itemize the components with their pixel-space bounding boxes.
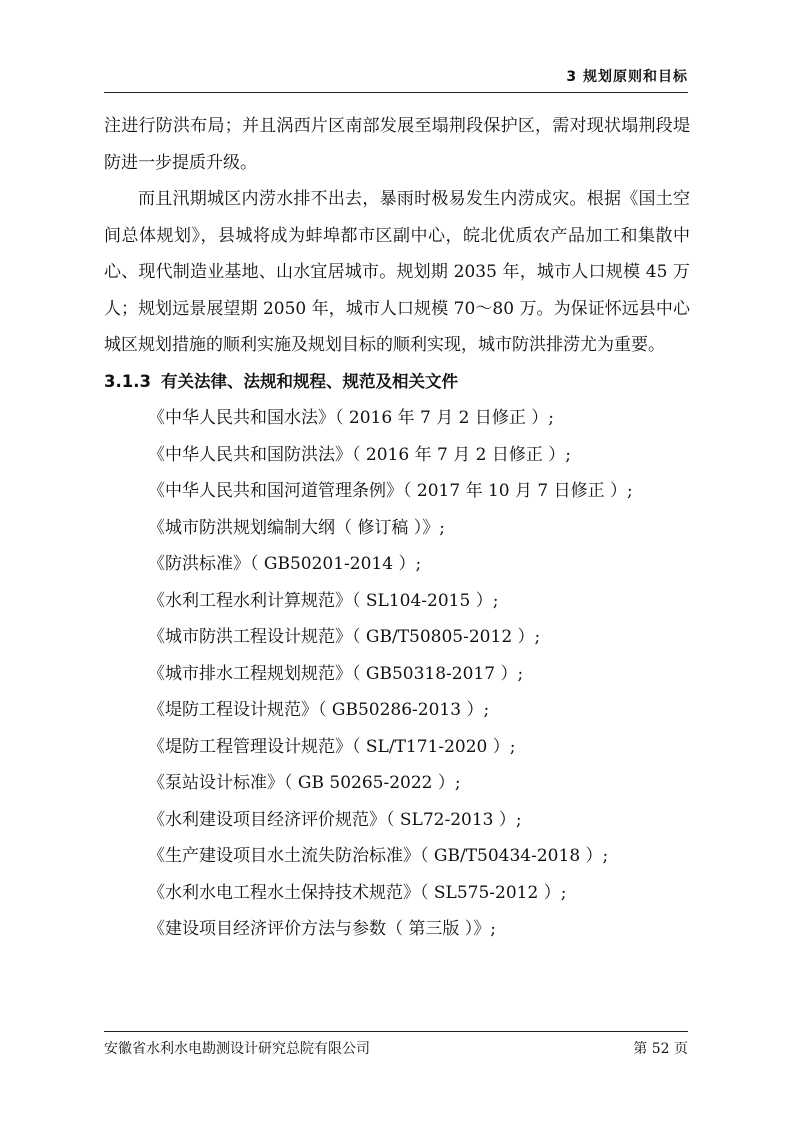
- footer-organization: 安徽省水利水电勘测设计研究总院有限公司: [104, 1041, 370, 1057]
- reference-item: 《水利工程水利计算规范》（ SL104-2015 ）;: [148, 590, 499, 611]
- reference-item: 《城市排水工程规划规范》（ GB50318-2017 ）;: [148, 663, 524, 684]
- reference-item: 《堤防工程管理设计规范》（ SL/T171-2020 ）;: [148, 736, 516, 757]
- reference-item: 《中华人民共和国防洪法》（ 2016 年 7 月 2 日修正 ）;: [148, 444, 571, 465]
- footer-divider: [104, 1031, 688, 1032]
- reference-item: 《生产建设项目水土流失防治标准》（ GB/T50434-2018 ）;: [148, 846, 609, 866]
- reference-item: 《城市防洪工程设计规范》（ GB/T50805-2012 ）;: [148, 627, 541, 647]
- reference-item: 《防洪标准》（ GB50201-2014 ）;: [148, 554, 422, 574]
- paragraph-planning: 而且汛期城区内涝水排不出去，暴雨时极易发生内涝成灾。根据《国土空间总体规划》，县城将成为蚌埠都市区副中心，皖北优质农产品加工和集散中心、现代制造业基地、山水宜居城市。规划期 2035 年，城市人口规模 45 万人；规划远景展望期 2050 年，城市人口规模 70～80 万。为保证怀远县中心城区规划措施的顺利实施及规划目标的顺利实现，城市防洪排涝尤为重要。: [104, 189, 690, 355]
- paragraph-continuation: 注进行防洪布局；并且涡西片区南部发展至塌荆段保护区，需对现状塌荆段堤防进一步提质升级。: [104, 116, 690, 173]
- document-body: [104, 108, 690, 948]
- reference-item: 《水利水电工程水土保持技术规范》（ SL575-2012 ）;: [148, 882, 567, 903]
- reference-item: 《建设项目经济评价方法与参数（ 第三版 ）》;: [148, 919, 497, 939]
- reference-item: 《中华人民共和国水法》（ 2016 年 7 月 2 日修正 ）;: [148, 408, 554, 428]
- page-number: 第 52 页: [633, 1041, 688, 1057]
- section-number: 3.1.3: [104, 371, 151, 391]
- reference-item: 《城市防洪规划编制大纲（ 修订稿 ）》;: [148, 517, 446, 538]
- reference-item: 《中华人民共和国河道管理条例》（ 2017 年 10 月 7 日修正 ）;: [148, 481, 633, 501]
- section-heading: [104, 364, 690, 401]
- reference-item: 《堤防工程设计规范》（ GB50286-2013 ）;: [148, 700, 490, 720]
- reference-item: 《泵站设计标准》（ GB 50265-2022 ）;: [148, 773, 461, 793]
- reference-list: [104, 400, 690, 948]
- running-header: 3 规划原则和目标: [566, 69, 688, 85]
- header-divider: [104, 92, 688, 93]
- reference-item: 《水利建设项目经济评价规范》（ SL72-2013 ）;: [148, 809, 522, 830]
- section-title: 有关法律、法规和规程、规范及相关文件: [160, 371, 458, 391]
